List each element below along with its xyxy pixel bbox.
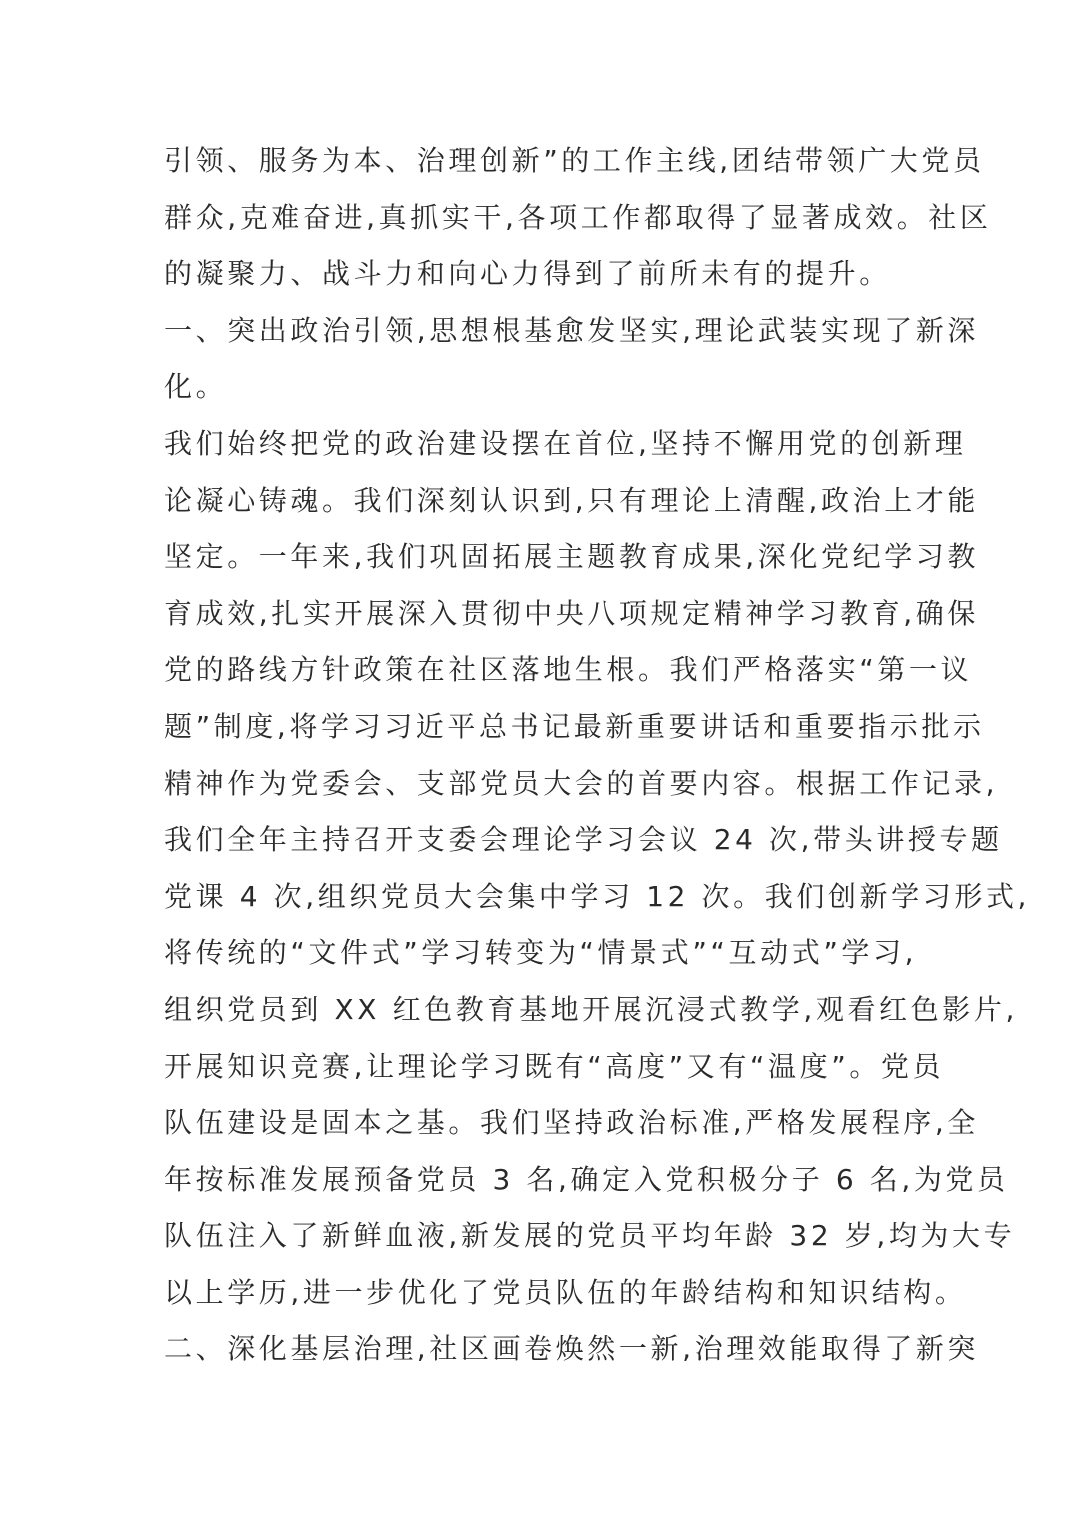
text-line: 引领、服务为本、治理创新”的工作主线,团结带领广大党员 bbox=[164, 144, 985, 177]
text-line: 队伍建设是固本之基。我们坚持政治标准,严格发展程序,全 bbox=[164, 1106, 980, 1140]
section-heading-line: 一、突出政治引领,思想根基愈发坚实,理论武装实现了新深 bbox=[164, 313, 980, 347]
section-heading-line: 化。 bbox=[164, 370, 228, 404]
text-line: 精神作为党委会、支部党员大会的首要内容。根据工作记录, bbox=[164, 766, 999, 800]
text-line: 党课 4 次,组织党员大会集中学习 12 次。我们创新学习形式, bbox=[164, 879, 1031, 913]
text-line: 群众,克难奋进,真抓实干,各项工作都取得了显著成效。社区 bbox=[164, 200, 992, 234]
text-line: 组织党员到 XX 红色教育基地开展沉浸式教学,观看红色影片, bbox=[164, 992, 1018, 1026]
text-line: 年按标准发展预备党员 3 名,确定入党积极分子 6 名,为党员 bbox=[164, 1162, 1009, 1196]
text-line: 以上学历,进一步优化了党员队伍的年龄结构和知识结构。 bbox=[164, 1275, 967, 1309]
body-text bbox=[164, 133, 1031, 1378]
text-line: 队伍注入了新鲜血液,新发展的党员平均年龄 32 岁,均为大专 bbox=[164, 1219, 1016, 1253]
text-line: 论凝心铸魂。我们深刻认识到,只有理论上清醒,政治上才能 bbox=[164, 483, 980, 517]
text-line: 开展知识竞赛,让理论学习既有“高度”又有“温度”。党员 bbox=[164, 1049, 945, 1083]
text-line: 育成效,扎实开展深入贯彻中央八项规定精神学习教育,确保 bbox=[164, 596, 980, 630]
text-line: 党的路线方针政策在社区落地生根。我们严格落实“第一议 bbox=[164, 653, 973, 687]
text-line: 我们始终把党的政治建设摆在首位,坚持不懈用党的创新理 bbox=[164, 426, 967, 460]
section-heading-line: 二、深化基层治理,社区画卷焕然一新,治理效能取得了新突 bbox=[164, 1332, 980, 1366]
text-line: 我们全年主持召开支委会理论学习会议 24 次,带头讲授专题 bbox=[164, 823, 1003, 857]
text-line: 题”制度,将学习习近平总书记最新重要讲话和重要指示批示 bbox=[164, 709, 985, 743]
text-line: 将传统的“文件式”学习转变为“情景式”“互动式”学习, bbox=[164, 936, 918, 970]
text-line: 坚定。一年来,我们巩固拓展主题教育成果,深化党纪学习教 bbox=[164, 540, 980, 574]
text-line: 的凝聚力、战斗力和向心力得到了前所未有的提升。 bbox=[164, 257, 891, 291]
